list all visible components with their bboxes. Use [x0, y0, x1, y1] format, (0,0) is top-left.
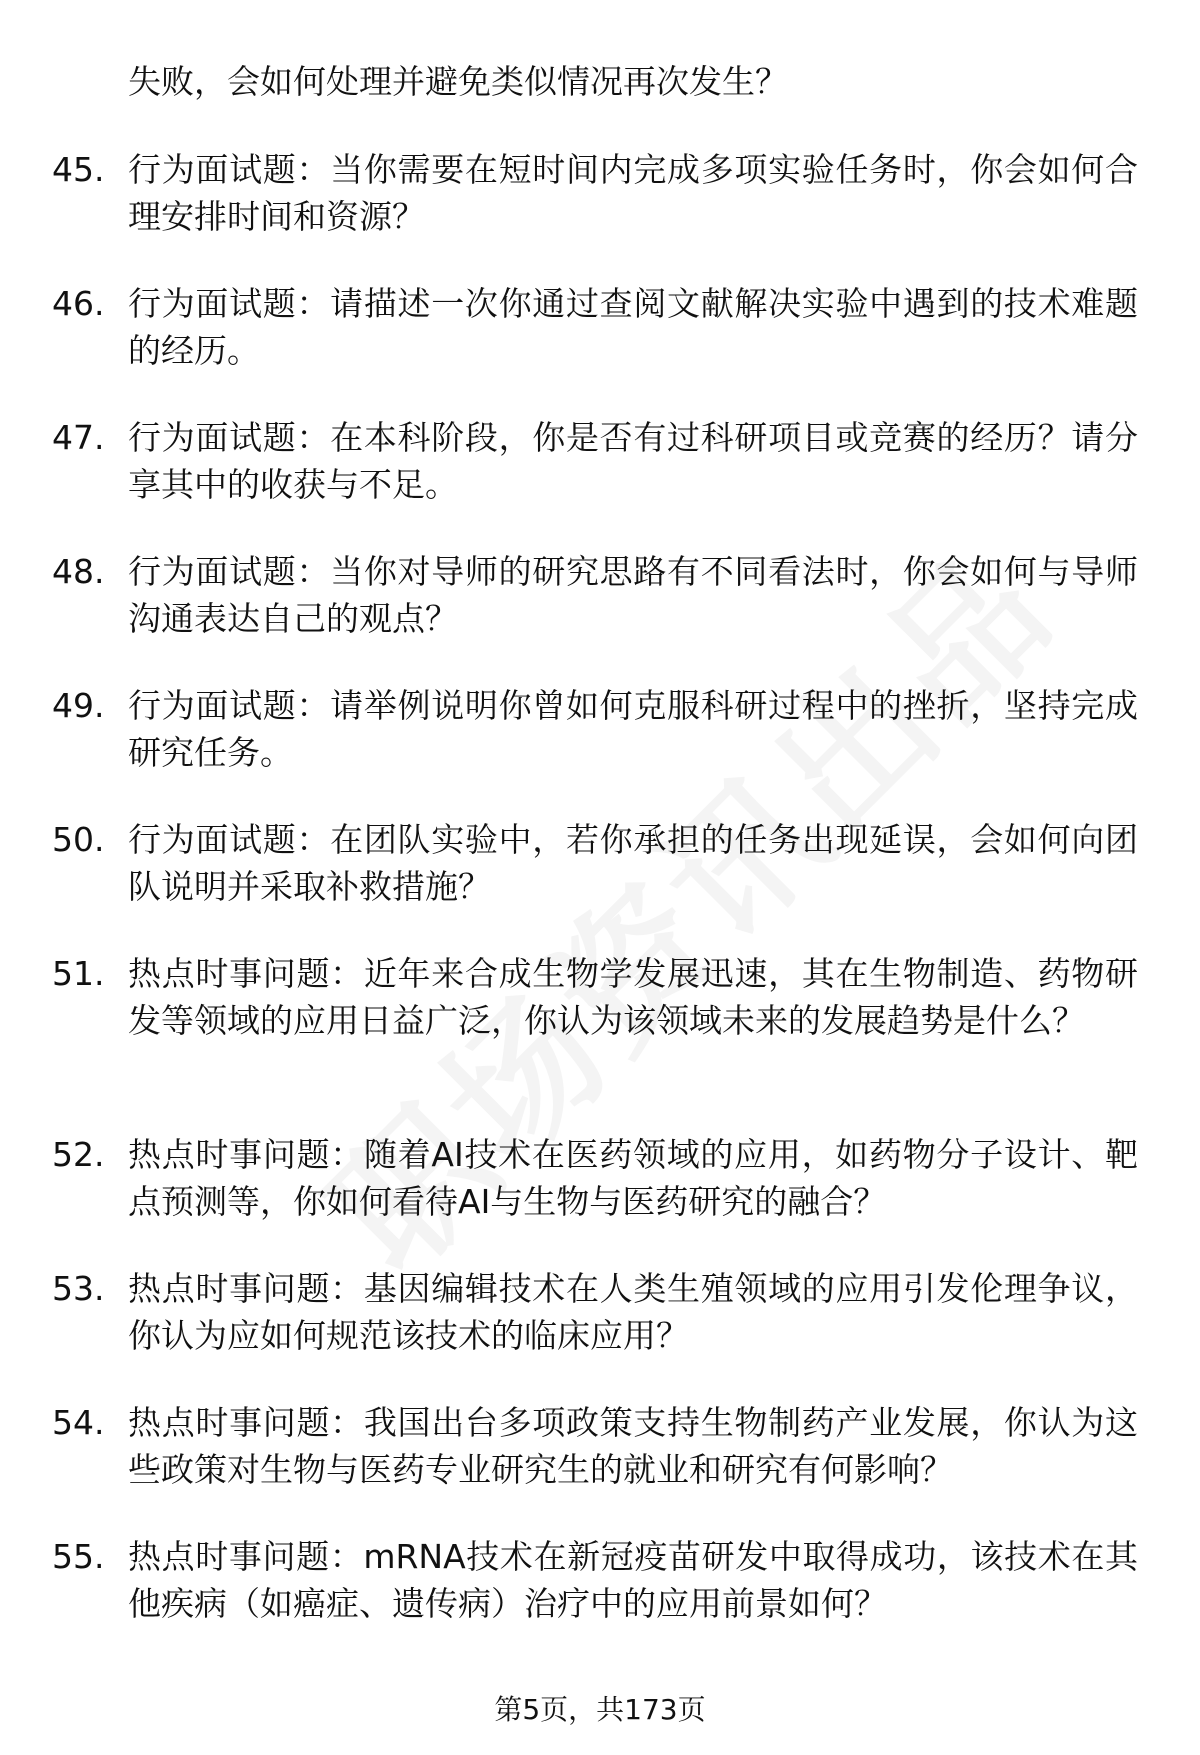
question-item [0, 548, 1200, 642]
question-item [0, 146, 1200, 240]
question-item [0, 1533, 1200, 1627]
question-item [0, 682, 1200, 776]
question-number: 48. [52, 552, 105, 591]
question-text: 行为面试题：当你对导师的研究思路有不同看法时，你会如何与导师沟通表达自己的观点？ [128, 552, 1138, 638]
question-item [0, 1131, 1200, 1225]
question-number: 51. [52, 954, 105, 993]
question-text: 热点时事问题：我国出台多项政策支持生物制药产业发展，你认为这些政策对生物与医药专业研究生的就业和研究有何影响？ [128, 1403, 1138, 1489]
question-text: 热点时事问题：mRNA技术在新冠疫苗研发中取得成功，该技术在其他疾病（如癌症、遗传病）治疗中的应用前景如何？ [128, 1537, 1138, 1623]
question-text: 热点时事问题：近年来合成生物学发展迅速，其在生物制造、药物研发等领域的应用日益广泛，你认为该领域未来的发展趋势是什么？ [128, 954, 1138, 1040]
question-text: 热点时事问题：基因编辑技术在人类生殖领域的应用引发伦理争议，你认为应如何规范该技术的临床应用？ [128, 1269, 1138, 1355]
question-text: 行为面试题：当你需要在短时间内完成多项实验任务时，你会如何合理安排时间和资源？ [128, 150, 1138, 236]
page-footer: 第5页，共173页 [494, 1693, 706, 1726]
question-text: 热点时事问题：随着AI技术在医药领域的应用，如药物分子设计、靶点预测等，你如何看待AI与生物与医药研究的融合？ [128, 1135, 1138, 1221]
question-number: 47. [52, 418, 105, 457]
question-number: 50. [52, 820, 105, 859]
question-item [0, 414, 1200, 508]
question-number: 45. [52, 150, 105, 189]
question-item [0, 950, 1200, 1091]
question-number: 49. [52, 686, 105, 725]
question-item [0, 280, 1200, 374]
question-number: 46. [52, 284, 105, 323]
question-text: 行为面试题：在本科阶段，你是否有过科研项目或竞赛的经历？请分享其中的收获与不足。 [128, 418, 1138, 504]
question-text: 行为面试题：请举例说明你曾如何克服科研过程中的挫折，坚持完成研究任务。 [128, 686, 1138, 772]
question-number: 53. [52, 1269, 105, 1308]
question-item [0, 816, 1200, 910]
question-number: 52. [52, 1135, 105, 1174]
question-item [0, 1399, 1200, 1493]
question-text: 行为面试题：请描述一次你通过查阅文献解决实验中遇到的技术难题的经历。 [128, 284, 1138, 370]
question-list [0, 146, 1200, 1667]
question-number: 54. [52, 1403, 105, 1442]
continuation-text: 失败，会如何处理并避免类似情况再次发生？ [128, 62, 788, 101]
question-text: 行为面试题：在团队实验中，若你承担的任务出现延误，会如何向团队说明并采取补救措施？ [128, 820, 1138, 906]
question-number: 55. [52, 1537, 105, 1576]
question-item [0, 1265, 1200, 1359]
